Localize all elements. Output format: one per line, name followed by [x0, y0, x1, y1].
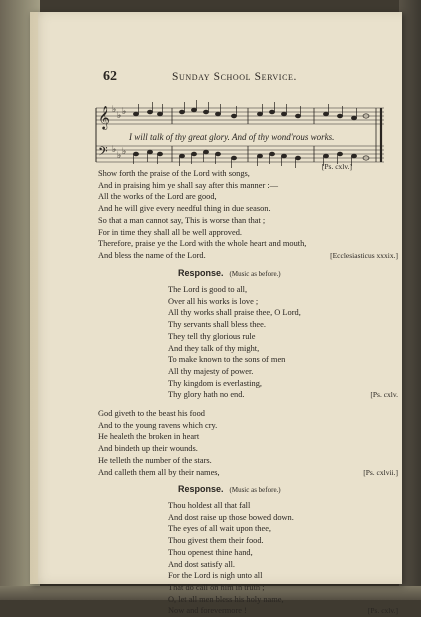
- reference-top: [Ps. cxlv.]: [321, 162, 352, 171]
- text-line: So that a man cannot say, This is worse than that ;: [98, 215, 266, 225]
- bass-clef-icon: 𝄢: [98, 146, 108, 162]
- response-one-heading: [178, 268, 281, 278]
- response-two: [168, 500, 398, 617]
- text-line: Show forth the praise of the Lord with songs,: [98, 169, 250, 178]
- text-line: And in praising him ye shall say after this manner :—: [98, 180, 279, 190]
- verse-line: And dost satisfy all.: [168, 559, 235, 569]
- verse-line: They tell thy glorious rule: [168, 331, 256, 341]
- verse-line: And dost raise up those bowed down.: [168, 512, 294, 522]
- text-line-content: And bless the name of the Lord.: [98, 250, 206, 260]
- svg-text:♭: ♭: [117, 150, 122, 160]
- text-line: And bindeth up their wounds.: [98, 444, 198, 454]
- svg-text:♭: ♭: [112, 104, 117, 114]
- reference-psalm-cxlv: [Ps. cxlv.: [370, 390, 398, 400]
- verse-line: Thou givest them their food.: [168, 536, 264, 546]
- page-number: 62: [103, 69, 117, 84]
- verse-line: Thou openest thine hand,: [168, 547, 253, 557]
- page-stack-edge: [30, 12, 38, 584]
- treble-notes: [133, 100, 369, 120]
- passage-two: [98, 408, 398, 478]
- verse-line: For the Lord is nigh unto all: [168, 571, 263, 581]
- text-line: Therefore, praise ye the Lord with the whole heart and mouth,: [98, 239, 307, 249]
- treble-clef-icon: 𝄞: [98, 107, 110, 129]
- text-line-content: And calleth them all by their names,: [98, 467, 220, 477]
- svg-text:♭: ♭: [122, 106, 127, 116]
- book-page: [30, 12, 402, 616]
- text-line: He telleth the number of the stars.: [98, 455, 212, 465]
- svg-text:♭: ♭: [117, 110, 122, 120]
- verse-line-content: Thy glory hath no end.: [168, 390, 245, 400]
- reference-ecclesiasticus: [Ecclesiasticus xxxix.]: [330, 250, 398, 260]
- svg-text:♭: ♭: [122, 146, 127, 156]
- verse-line: Thy kingdom is everlasting,: [168, 378, 262, 388]
- verse-line: And they talk of thy might,: [168, 343, 260, 353]
- text-line: And to the young ravens which cry.: [98, 420, 218, 430]
- verse-line: The Lord is good to all,: [168, 285, 248, 294]
- key-signature: [112, 104, 126, 160]
- verse-line: [168, 389, 398, 401]
- text-line: All the works of the Lord are good,: [98, 192, 217, 202]
- verse-line: To make known to the sons of men: [168, 355, 286, 365]
- verse-line: Thou holdest all that fall: [168, 501, 251, 510]
- response-label: Response.: [178, 268, 224, 278]
- verse-line: O, let all men bless his holy name,: [168, 594, 284, 604]
- response-note: (Music as before.): [229, 486, 281, 494]
- running-title: Sunday School Service.: [172, 71, 297, 83]
- book-cover-right: [399, 0, 421, 600]
- text-line: For in time they shall all be well approved.: [98, 227, 242, 237]
- response-two-heading: [178, 484, 281, 494]
- response-one: [168, 284, 398, 401]
- text-line: God giveth to the beast his food: [98, 409, 205, 418]
- text-line: He healeth the broken in heart: [98, 432, 200, 442]
- verse-line: The eyes of all wait upon thee,: [168, 524, 272, 534]
- verse-line: [168, 605, 398, 617]
- music-lyric: I will talk of thy great glory. And of thy wond'rous works.: [129, 132, 335, 142]
- response-label: Response.: [178, 484, 224, 494]
- passage-one: [98, 168, 398, 262]
- reference-psalm-cxlvii: [Ps. cxlvii.]: [363, 467, 398, 477]
- verse-line-content: Now and forevermore !: [168, 606, 247, 616]
- text-line: [98, 467, 398, 479]
- verse-line: Thy servants shall bless thee.: [168, 320, 266, 330]
- page-header: [30, 69, 402, 87]
- text-line: [98, 250, 398, 262]
- verse-line: Over all his works is love ;: [168, 296, 259, 306]
- verse-line: All thy works shall praise thee, O Lord,: [168, 308, 301, 318]
- verse-line: That do call on him in truth ;: [168, 582, 265, 592]
- svg-text:♭: ♭: [112, 144, 117, 154]
- verse-line: All thy majesty of power.: [168, 366, 254, 376]
- response-note: (Music as before.): [229, 270, 281, 278]
- reference-psalm-cxlv-final: [Ps. cxlv.]: [367, 606, 398, 616]
- text-line: And he will give every needful thing in due season.: [98, 204, 271, 214]
